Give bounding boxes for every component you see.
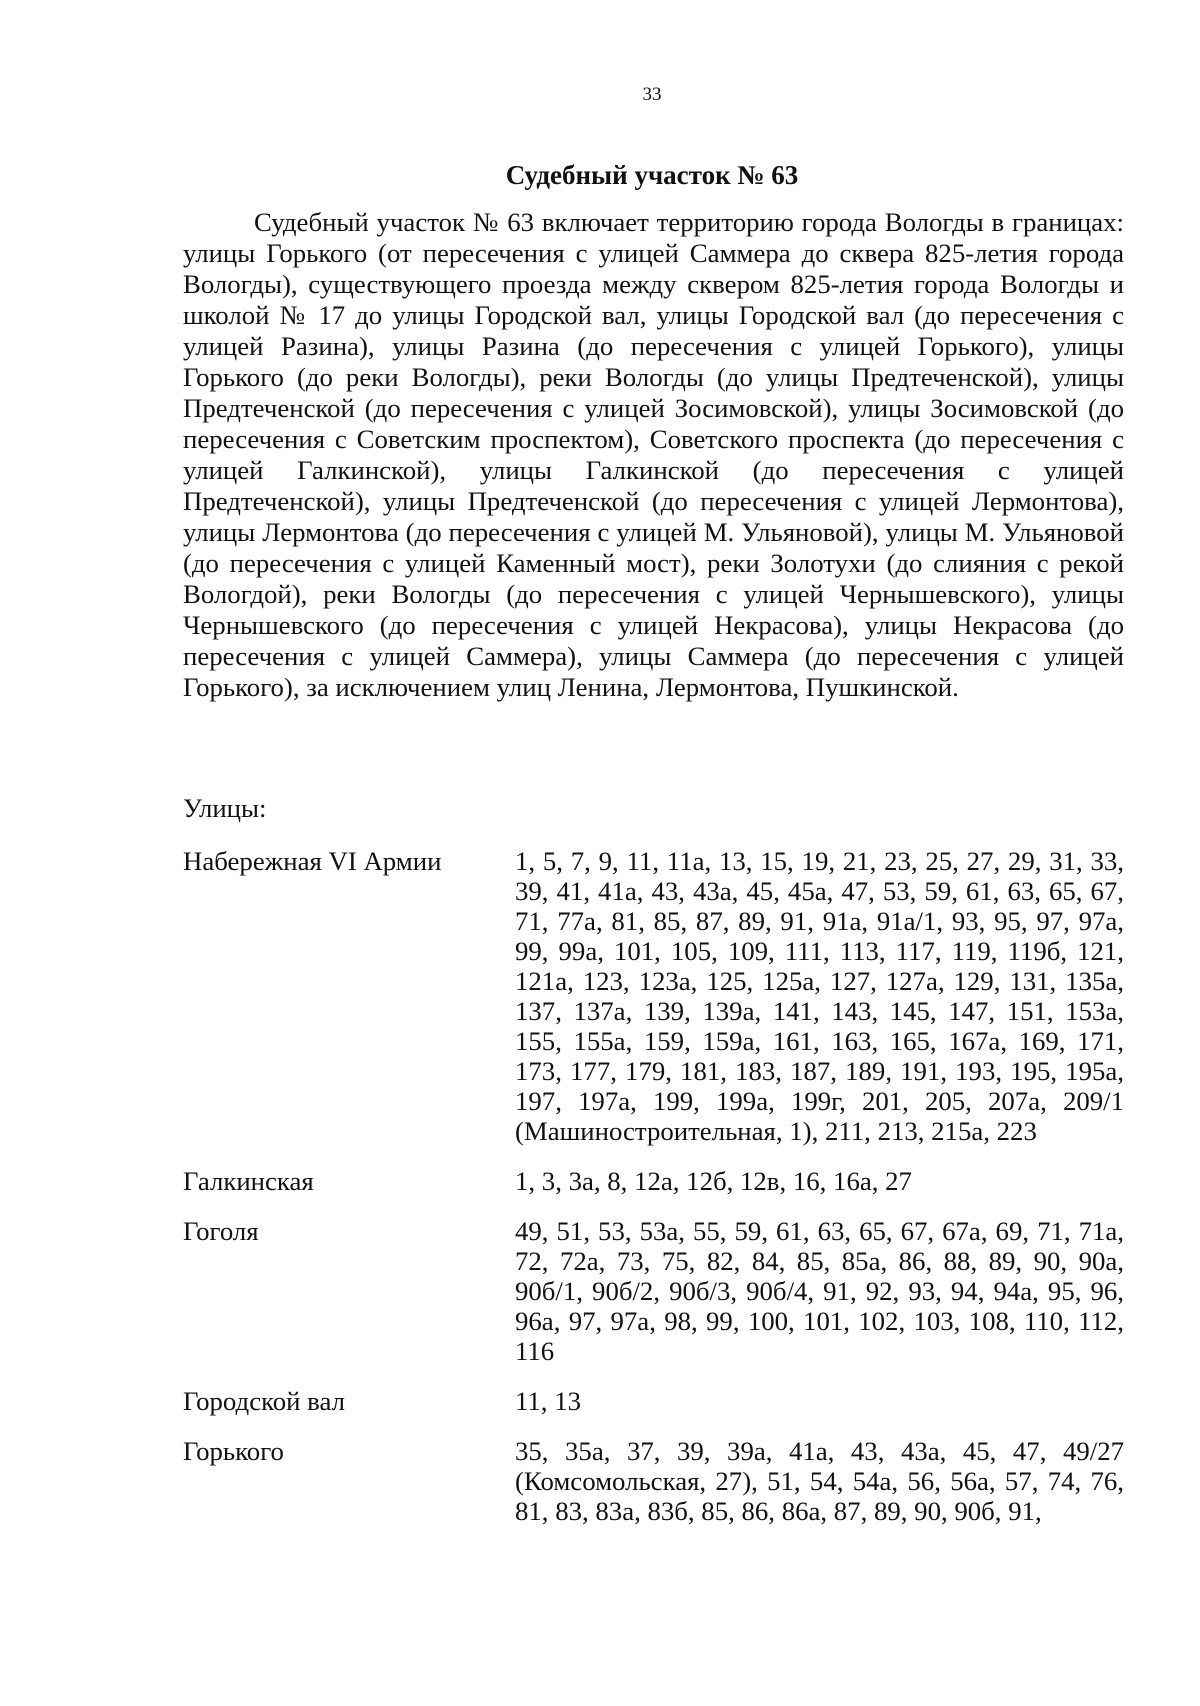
street-houses: 35, 35а, 37, 39, 39а, 41а, 43, 43а, 45, 47, 49/27 (Комсомольская, 27), 51, 54, 54а, 56, 56а, 57, 74, 76, 81, 83, 83а, 83б, 85, 86, 86а, 87, 89, 90, 90б, 91, (515, 1436, 1124, 1526)
street-houses: 1, 5, 7, 9, 11, 11а, 13, 15, 19, 21, 23, 25, 27, 29, 31, 33, 39, 41, 41а, 43, 43а, 45, 45а, 47, 53, 59, 61, 63, 65, 67, 71, 77а, 81, 85, 87, 89, 91, 91а, 91а/1, 93, 95, 97, 97а, 99, 99а, 101, 105, 109, 111, 113, 117, 119, 119б, 121, 121а, 123, 123а, 125, 125а, 127, 127а, 129, 131, 135а, 137, 137а, 139, 139а, 141, 143, 145, 147, 151, 153а, 155, 155а, 159, 159а, 161, 163, 165, 167а, 169, 171, 173, 177, 179, 181, 183, 187, 189, 191, 193, 195, 195а, 197, 197а, 199, 199а, 199г, 201, 205, 207а, 209/1 (Машиностроительная, 1), 211, 213, 215а, 223 (515, 846, 1124, 1146)
street-name: Городской вал (183, 1386, 345, 1416)
street-houses: 11, 13 (515, 1386, 581, 1416)
street-row (183, 846, 1124, 1146)
section-title: Судебный участок № 63 (505, 160, 799, 190)
street-name: Галкинская (183, 1166, 314, 1196)
street-name: Гоголя (183, 1216, 259, 1246)
street-row (183, 1436, 1124, 1526)
street-name: Горького (183, 1436, 284, 1466)
street-row (183, 1386, 1124, 1416)
intro-paragraph: Судебный участок № 63 включает территорию города Вологды в границах: улицы Горького (от пересечения с улицей Саммера до сквера 825-летия города Вологды), существующего проезда между сквером 825-летия города Вологды и школой № 17 до улицы Городской вал, улицы Городской вал (до пересечения с улицей Разина), улицы Разина (до пересечения с улицей Горького), улицы Горького (до реки Вологды), реки Вологды (до улицы Предтеченской), улицы Предтеченской (до пересечения с улицей Зосимовской), улицы Зосимовской (до пересечения с Советским проспектом), Советского проспекта (до пересечения с улицей Галкинской), улицы Галкинской (до пересечения с улицей Предтеченской), улицы Предтеченской (до пересечения с улицей Лермонтова), улицы Лермонтова (до пересечения с улицей М. Ульяновой), улицы М. Ульяновой (до пересечения с улицей Каменный мост), реки Золотухи (до слияния с рекой Вологдой), реки Вологды (до пересечения с улицей Чернышевского), улицы Чернышевского (до пересечения с улицей Некрасова), улицы Некрасова (до пересечения с улицей Саммера), улицы Саммера (до пересечения с улицей Горького), за исключением улиц Ленина, Лермонтова, Пушкинской. (183, 207, 1124, 702)
streets-list (183, 846, 1124, 1546)
street-row (183, 1216, 1124, 1366)
streets-label: Улицы: (183, 793, 267, 823)
street-houses: 49, 51, 53, 53а, 55, 59, 61, 63, 65, 67, 67а, 69, 71, 71а, 72, 72а, 73, 75, 82, 84, 85, 85а, 86, 88, 89, 90, 90а, 90б/1, 90б/2, 90б/3, 90б/4, 91, 92, 93, 94, 94а, 95, 96, 96а, 97, 97а, 98, 99, 100, 101, 102, 103, 108, 110, 112, 116 (515, 1216, 1124, 1366)
street-row (183, 1166, 1124, 1196)
street-houses: 1, 3, 3а, 8, 12а, 12б, 12в, 16, 16а, 27 (515, 1166, 912, 1196)
page-number: 33 (642, 84, 662, 105)
street-name: Набережная VI Армии (183, 846, 442, 876)
